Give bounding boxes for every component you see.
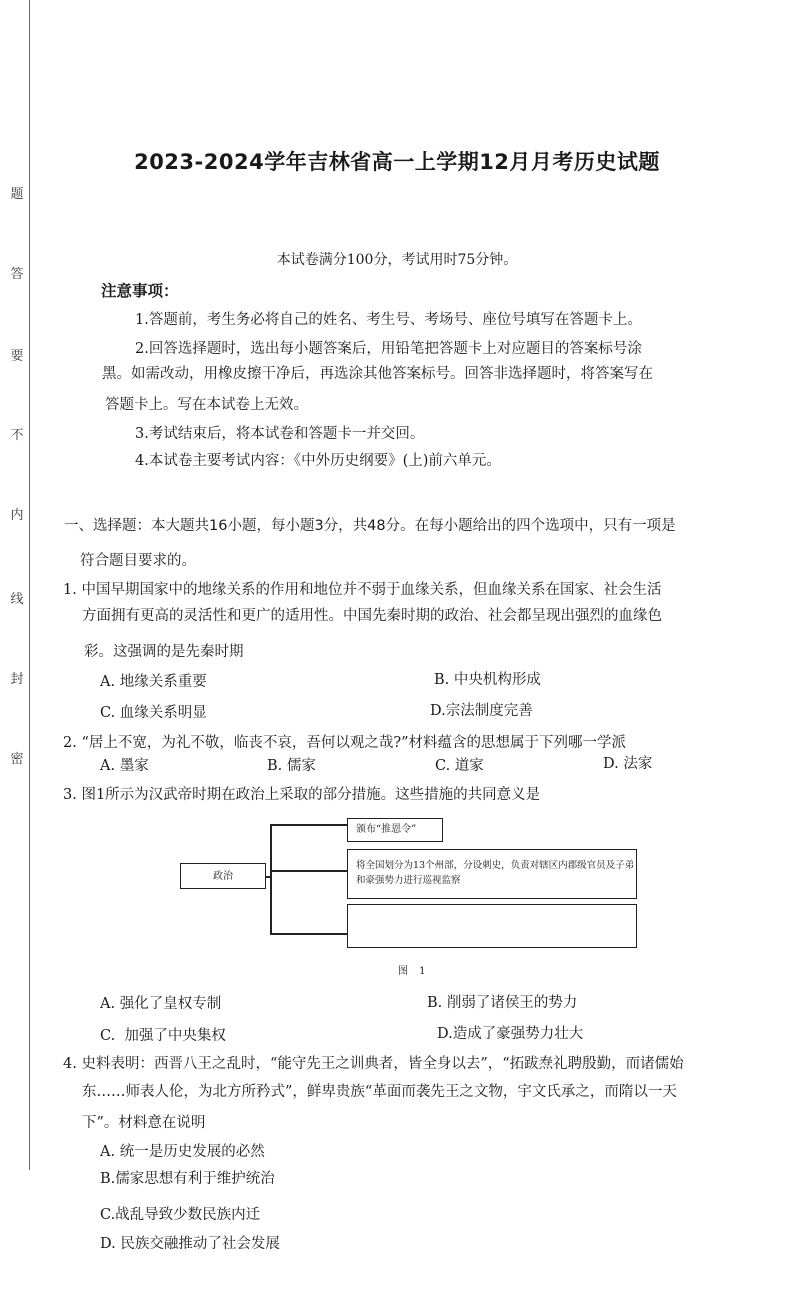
question-3-stem: 3. 图1所示为汉武帝时期在政治上采取的部分措施。这些措施的共同意义是 [63,787,541,803]
question-2-option-a[interactable]: A. 墨家 [100,758,149,774]
question-4-option-b[interactable]: B.儒家思想有利于维护统治 [100,1171,275,1187]
diagram-connector [270,933,347,935]
figure-1-diagram [180,818,640,958]
notice-line: 2.回答选择题时，选出每小题答案后，用铅笔把答题卡上对应题目的答案标号涂 [135,341,642,357]
margin-char: 线 [10,592,24,607]
diagram-item-box-blank [347,904,637,948]
diagram-item-box: 颁布“推恩令” [347,818,443,842]
diagram-connector [270,824,272,934]
margin-char: 内 [10,508,24,523]
question-2-stem: 2. “居上不宽，为礼不敬，临丧不哀，吾何以观之哉?”材料蕴含的思想属于下列哪一学派 [63,735,627,751]
margin-char: 题 [10,187,24,202]
question-1-stem: 彩。这强调的是先秦时期 [84,644,244,660]
margin-char: 不 [10,428,24,443]
notice-line: 1.答题前，考生务必将自己的姓名、考生号、考场号、座位号填写在答题卡上。 [135,312,642,328]
question-2-option-b[interactable]: B. 儒家 [267,758,316,774]
question-4-stem: 4. 史料表明：西晋八王之乱时，“能守先王之训典者，皆全身以去”，“拓跋焘礼聘殷勤，而诸儒始 [63,1056,684,1072]
figure-caption: 图 1 [398,966,430,977]
question-1-option-a[interactable]: A. 地缘关系重要 [100,674,207,690]
question-2-option-c[interactable]: C. 道家 [435,758,484,774]
question-1-option-b[interactable]: B. 中央机构形成 [434,672,541,688]
question-2-option-d[interactable]: D. 法家 [603,756,653,772]
question-4-stem: 下”。材料意在说明 [82,1115,206,1131]
question-3-option-d[interactable]: D.造成了豪强势力壮大 [437,1026,584,1042]
diagram-item-box: 将全国划分为13个州部，分设刺史，负责对辖区内郡级官员及子弟和豪强势力进行巡视监察 [347,849,637,899]
margin-char: 密 [10,752,24,767]
question-4-stem: 东……师表人伦，为北方所矜式”，鲜卑贵族“革面而袭先王之文物，宇文氏承之，而隋以一天 [82,1084,677,1100]
margin-char: 答 [10,267,24,282]
section-heading-cont: 符合题目要求的。 [80,553,196,569]
margin-char: 封 [10,672,24,687]
question-4-option-a[interactable]: A. 统一是历史发展的必然 [100,1144,265,1160]
margin-char: 要 [10,349,24,364]
question-1-option-d[interactable]: D.宗法制度完善 [430,703,533,719]
section-heading: 一、选择题：本大题共16小题，每小题3分，共48分。在每小题给出的四个选项中，只有一项是 [64,518,676,534]
question-3-option-c[interactable]: C. 加强了中央集权 [100,1028,226,1044]
question-3-option-b[interactable]: B. 削弱了诸侯王的势力 [427,995,578,1011]
question-4-option-c[interactable]: C.战乱导致少数民族内迁 [100,1207,261,1223]
question-1-stem: 方面拥有更高的灵活性和更广的适用性。中国先秦时期的政治、社会都呈现出强烈的血缘色 [82,608,662,624]
exam-subtitle: 本试卷满分100分，考试用时75分钟。 [276,252,518,268]
question-1-option-c[interactable]: C. 血缘关系明显 [100,705,207,721]
diagram-connector [270,870,347,872]
question-4-option-d[interactable]: D. 民族交融推动了社会发展 [100,1236,280,1252]
question-3-option-a[interactable]: A. 强化了皇权专制 [100,996,222,1012]
diagram-connector [270,824,347,826]
notice-line: 3.考试结束后，将本试卷和答题卡一并交回。 [135,426,425,442]
notice-line: 黑。如需改动，用橡皮擦干净后，再选涂其他答案标号。回答非选择题时，将答案写在 [102,366,653,382]
notice-line: 4.本试卷主要考试内容：《中外历史纲要》(上)前六单元。 [135,453,501,469]
question-1-stem: 1. 中国早期国家中的地缘关系的作用和地位并不弱于血缘关系，但血缘关系在国家、社会生活 [63,582,662,598]
notice-heading: 注意事项： [101,282,179,300]
exam-title: 2023-2024学年吉林省高一上学期12月月考历史试题 [134,150,660,174]
notice-line: 答题卡上。写在本试卷上无效。 [105,397,308,413]
diagram-root-box: 政治 [180,863,266,889]
